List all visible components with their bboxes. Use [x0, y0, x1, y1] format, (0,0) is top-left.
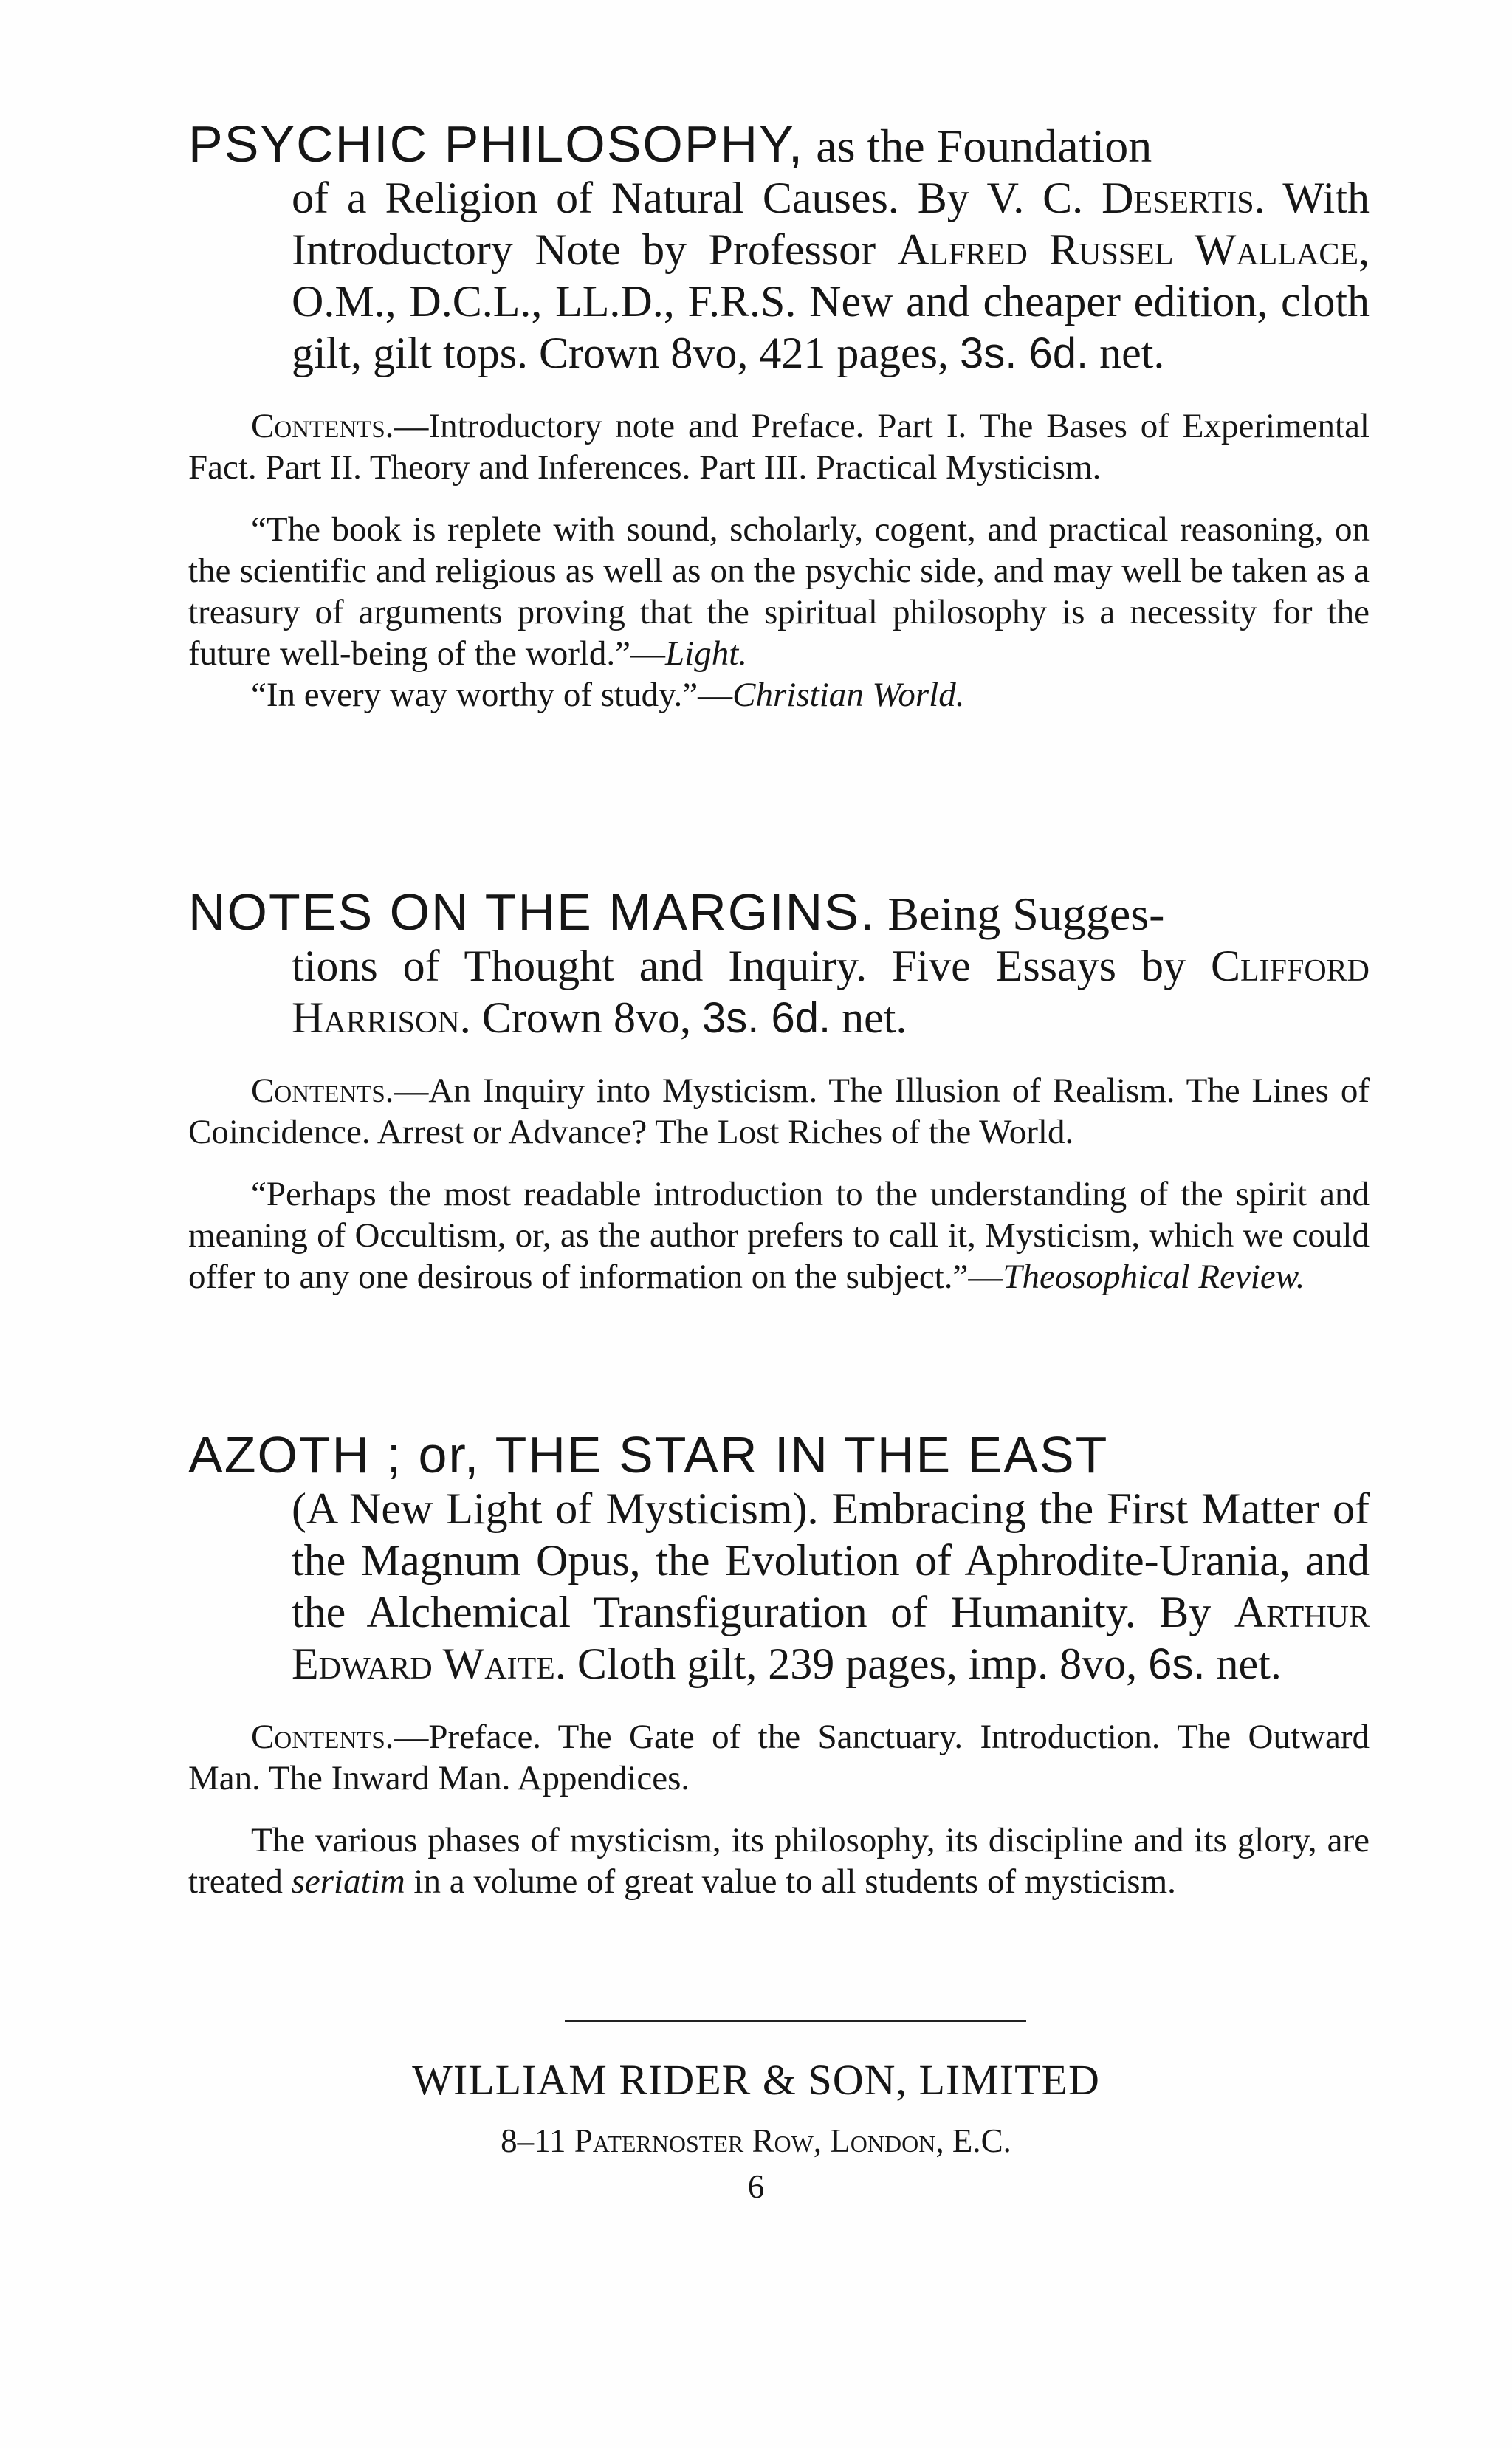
quote-source: Theosophical Review.	[1003, 1258, 1305, 1296]
book-title-rest: as the Foundation	[804, 120, 1152, 172]
blurb-text: in a volume of great value to all students of mysticism.	[405, 1862, 1176, 1901]
book-description	[188, 172, 1370, 380]
page-number: 6	[747, 2168, 765, 2205]
author-name: Arthur Edward Waite	[292, 1588, 1370, 1688]
description-text: . With Introductory Note by Professor	[292, 174, 1370, 274]
divider-rule	[565, 2020, 1026, 2022]
quote-source: Christian World.	[732, 676, 965, 714]
publisher-address	[0, 2122, 1512, 2160]
contents-label: Contents.	[251, 1072, 394, 1110]
book-title-line	[188, 1426, 1370, 1484]
description-text: . Cloth gilt, 239 pages, imp. 8vo,	[554, 1639, 1149, 1688]
contents-paragraph	[188, 1716, 1370, 1799]
introducer-name: Alfred Russel Wallace	[897, 225, 1358, 274]
review-quote	[188, 674, 1370, 716]
net-label: net.	[831, 993, 907, 1042]
quote-source: Light.	[665, 634, 748, 673]
review-quote	[188, 1173, 1370, 1297]
blurb-paragraph	[188, 1820, 1370, 1902]
price: 3s. 6d.	[702, 994, 831, 1042]
description-text: (A New Light of Mysticism). Embracing the First Matter of the Magnum Opus, the Evolution of Aphrodite-Urania, and the Alchemical Transfiguration of Humanity. By	[292, 1484, 1370, 1636]
address-end: , E.C.	[935, 2122, 1011, 2159]
author-name: Clifford Harrison	[292, 942, 1370, 1042]
price: 3s. 6d.	[959, 329, 1089, 377]
book-title-line	[188, 883, 1370, 941]
address-street: Paternoster Row, London	[574, 2122, 936, 2159]
description-text: of a Religion of Natural Causes. By V. C.	[292, 174, 1102, 222]
description-text: tions of Thought and Inquiry. Five Essays by	[292, 942, 1211, 990]
blurb-emphasis: seriatim	[291, 1862, 405, 1901]
book-description	[188, 1483, 1370, 1690]
blurb-text: The various phases of mysticism, its philosophy, its discipline and its glory, are treated	[188, 1821, 1370, 1901]
review-quote	[188, 509, 1370, 674]
contents-paragraph	[188, 405, 1370, 488]
author-name: Desertis	[1102, 174, 1254, 222]
book-entry-notes-on-the-margins	[188, 883, 1370, 1297]
book-title: AZOTH ; or, THE STAR IN THE EAST	[188, 1426, 1109, 1484]
contents-text: —Preface. The Gate of the Sanctuary. Introduction. The Outward Man. The Inward Man. Appendices.	[188, 1718, 1370, 1797]
price: 6s.	[1148, 1640, 1206, 1688]
contents-label: Contents.	[251, 407, 394, 445]
description-text: , O.M., D.C.L., LL.D., F.R.S. New and cheaper edition, cloth gilt, gilt tops. Crown 8vo, 421 pages,	[292, 225, 1370, 377]
book-description	[188, 940, 1370, 1044]
net-label: net.	[1205, 1639, 1282, 1688]
book-title: NOTES ON THE MARGINS.	[188, 883, 876, 941]
contents-text: —An Inquiry into Mysticism. The Illusion of Realism. The Lines of Coincidence. Arrest or Advance? The Lost Riches of the World.	[188, 1072, 1370, 1151]
contents-label: Contents.	[251, 1718, 394, 1756]
address-number: 8–11	[501, 2122, 574, 2159]
book-title-rest: Being Sugges-	[876, 888, 1165, 940]
contents-paragraph	[188, 1070, 1370, 1153]
quote-text: “In every way worthy of study.”—	[251, 676, 733, 714]
book-entry-psychic-philosophy	[188, 115, 1370, 716]
description-text: . Crown 8vo,	[459, 993, 703, 1042]
book-title-line	[188, 115, 1370, 173]
quote-text: “Perhaps the most readable introduction to the understanding of the spirit and meaning of Occultism, or, as the author prefers to call it, Mysticism, which we could offer to any one desirous of information on the subject.”—	[188, 1175, 1370, 1296]
publisher-name: WILLIAM RIDER & SON, LIMITED	[412, 2056, 1100, 2104]
book-title: PSYCHIC PHILOSOPHY,	[188, 115, 805, 173]
book-entry-azoth	[188, 1426, 1370, 1902]
net-label: net.	[1088, 329, 1165, 377]
quote-text: “The book is replete with sound, scholarly, cogent, and practical reasoning, on the scientific and religious as well as on the psychic side, and may well be taken as a treasury of arguments proving that the spiritual philosophy is a necessity for the future well-being of the world.”—	[188, 510, 1370, 673]
contents-text: —Introductory note and Preface. Part I. The Bases of Experimental Fact. Part II. Theory and Inferences. Part III. Practical Mysticism.	[188, 407, 1370, 487]
